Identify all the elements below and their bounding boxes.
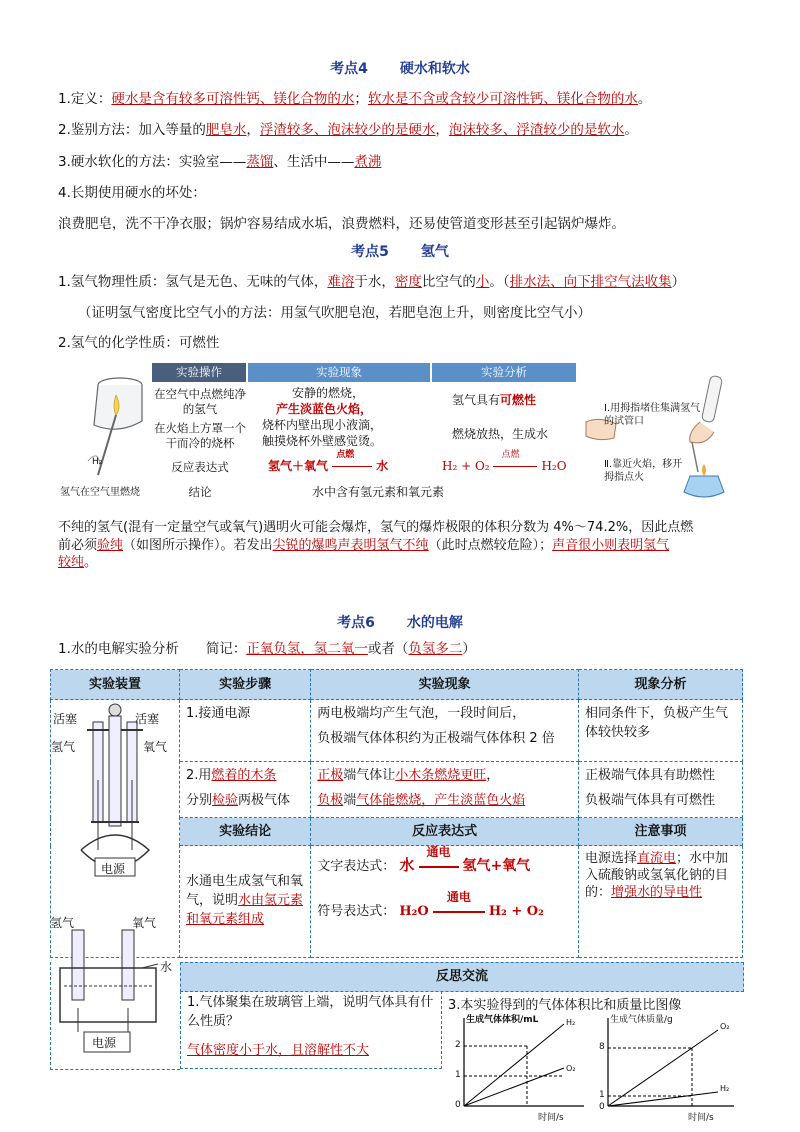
phenomenon1: 两电极端均产生气泡，一段时间后， 负极端气体体积约为正极端气体体积 2 倍 bbox=[311, 700, 579, 762]
analysis1: 相同条件下，负极产生气体较快较多 bbox=[579, 700, 743, 762]
th-conclusion: 实验结论 bbox=[180, 818, 311, 846]
s4-harm-title: 4.长期使用硬水的坏处： bbox=[58, 185, 206, 201]
s5-impure-p3: 较纯。 bbox=[58, 555, 98, 570]
volume-tick-2: 2 bbox=[455, 1040, 461, 1050]
s5-proof: （证明氢气密度比空气小的方法：用氢气吹肥皂泡，若肥皂泡上升，则密度比空气小） bbox=[78, 305, 591, 321]
purity-test-illustration bbox=[580, 372, 740, 512]
volume-series-o2: O₂ bbox=[566, 1064, 576, 1073]
volume-xlabel: 时间/s bbox=[538, 1113, 564, 1123]
exp-header-op: 实验操作 bbox=[152, 363, 246, 382]
s5-impure-p1: 不纯的氢气(混有一定量空气或氧气)遇明火可能会爆炸，氢气的爆炸极限的体积分数为 4%～74.2%，因此点燃 bbox=[58, 520, 694, 535]
hydrogen-experiment-table bbox=[152, 363, 576, 507]
notes-cell: 电源选择直流电；水中加入硫酸钠或氢氧化钠的目的：增强水的导电性 bbox=[579, 846, 743, 958]
s4-identify: 2.鉴别方法：加入等量的肥皂水，浮渣较多、泡沫较少的是硬水，泡沫较多、浮渣较少的是软水。 bbox=[58, 122, 638, 138]
mass-tick-1: 1 bbox=[599, 1090, 605, 1100]
section5-title: 考点5 氢气 bbox=[351, 244, 449, 260]
stopcock-left-label: 活塞 bbox=[53, 712, 78, 726]
s5-physical: 1.氢气物理性质：氢气是无色、无味的气体，难溶于水，密度比空气的小。（排水法、向下排空气法收集） bbox=[58, 274, 686, 290]
exp-op3: 反应表达式 bbox=[171, 460, 229, 474]
exp-word-equation: 氢气＋氧气 点燃 水 bbox=[268, 450, 389, 473]
electrolysis-apparatus-2 bbox=[52, 908, 178, 1068]
exp-conclusion: 水中含有氢元素和氧元素 bbox=[312, 485, 445, 499]
th-equation: 反应表达式 bbox=[311, 818, 579, 846]
exp-header-analysis: 实验分析 bbox=[432, 363, 576, 382]
th-steps: 实验步骤 bbox=[180, 670, 311, 700]
th-analysis: 现象分析 bbox=[579, 670, 743, 700]
exp-op2: 在火焰上方罩一个干而冷的烧杯 bbox=[154, 421, 246, 450]
symbol-equation: 符号表达式： H₂O 通电 H₂ + O₂ bbox=[317, 890, 544, 919]
s4-soften: 3.硬水软化的方法：实验室——蒸馏、生活中——煮沸 bbox=[58, 154, 382, 170]
th-apparatus: 实验装置 bbox=[51, 670, 180, 700]
section6-title: 考点6 水的电解 bbox=[337, 615, 463, 631]
exp-analysis1: 氢气具有可燃性 bbox=[452, 393, 537, 407]
s4-definition: 1.定义：硬水是含有较多可溶性钙、镁化合物的水；软水是不含或含较少可溶性钙、镁化合物的水。 bbox=[58, 91, 652, 107]
equation-cell bbox=[311, 846, 579, 958]
purity-step2: Ⅱ.靠近火焰，移开拇指点火 bbox=[604, 459, 683, 483]
hydrogen-burning-illustration bbox=[58, 365, 152, 505]
volume-tick-1: 1 bbox=[455, 1070, 461, 1080]
volume-tick-0: 0 bbox=[455, 1100, 461, 1110]
exp-op1: 在空气中点燃纯净的氢气 bbox=[154, 387, 246, 416]
water-label: 水 bbox=[160, 960, 173, 974]
section4-title: 考点4 硬水和软水 bbox=[330, 61, 470, 77]
volume-series-h2: H₂ bbox=[566, 1018, 576, 1027]
oxygen-tube-label: 氧气 bbox=[143, 740, 168, 754]
mass-series-o2: O₂ bbox=[720, 1022, 730, 1031]
power-label: 电源 bbox=[101, 862, 126, 876]
table-left-border bbox=[50, 962, 51, 1070]
exp-phenomenon: 安静的燃烧， 产生淡蓝色火焰， 烧杯内壁出现小液滴， 触摸烧杯外壁感觉烫。 bbox=[262, 386, 383, 448]
s4-harm-text: 浪费肥皂，洗不干净衣服；锅炉容易结成水垢，浪费燃料，还易使管道变形甚至引起锅炉爆炸。 bbox=[58, 216, 625, 232]
h2-label: H₂ bbox=[92, 457, 103, 467]
exp-symbol-equation: H₂ + O₂ 点燃 H₂O bbox=[442, 450, 567, 473]
s5-impure-p2: 前必须验纯（如图所示操作）。若发出尖锐的爆鸣声表明氢气不纯（此时点燃较危险）；声音很小则表明氢气 bbox=[58, 538, 670, 553]
th-reflection: 反思交流 bbox=[180, 962, 744, 992]
volume-graph bbox=[444, 1010, 594, 1128]
conclusion-cell: 水通电生成氢气和氧气，说明水由氢元素和氧元素组成 bbox=[180, 846, 311, 958]
analysis2: 正极端气体具有助燃性 负极端气体具有可燃性 bbox=[579, 762, 743, 818]
step1: 1.接通电源 bbox=[180, 700, 311, 762]
hydrogen-tube-label-2: 氢气 bbox=[50, 916, 75, 930]
power-label-2: 电源 bbox=[92, 1036, 117, 1050]
s6-intro: 1.水的电解实验分析 简记：正氧负氢，氢二氧一或者（负氢多二） bbox=[58, 641, 476, 657]
electrolysis-apparatus-1 bbox=[51, 700, 179, 885]
s5-chemical: 2.氢气的化学性质：可燃性 bbox=[58, 335, 220, 351]
mass-tick-0: 0 bbox=[599, 1102, 605, 1112]
purity-step1: Ⅰ.用拇指堵住集满氢气的试管口 bbox=[604, 403, 701, 427]
th-notes: 注意事项 bbox=[579, 818, 743, 846]
th-phenomenon: 实验现象 bbox=[311, 670, 579, 700]
table-bottom-border bbox=[50, 1069, 180, 1070]
mass-graph bbox=[594, 1010, 744, 1128]
burning-caption: 氢气在空气里燃烧 bbox=[60, 487, 140, 498]
exp-op4: 结论 bbox=[188, 485, 212, 499]
reflection-q1: 1.气体聚集在玻璃管上端，说明气体具有什么性质？ 气体密度小于水，且溶解性不大 bbox=[180, 991, 442, 1069]
mass-tick-8: 8 bbox=[599, 1042, 605, 1052]
oxygen-tube-label-2: 氧气 bbox=[132, 916, 157, 930]
step2: 2.用燃着的木条 分别检验两极气体 bbox=[180, 762, 311, 818]
word-equation: 文字表达式： 水 通电 氢气+氧气 bbox=[317, 845, 531, 874]
reflection-q3: 3.本实验得到的气体体积比和质量比图像 bbox=[448, 998, 682, 1013]
exp-analysis2: 燃烧放热，生成水 bbox=[452, 427, 549, 441]
phenomenon2: 正极端气体让小木条燃烧更旺， 负极端气体能燃烧，产生淡蓝色火焰 bbox=[311, 762, 579, 818]
mass-ylabel: 生成气体质量/g bbox=[610, 1015, 673, 1025]
stopcock-right-label: 活塞 bbox=[135, 712, 160, 726]
hydrogen-tube-label: 氢气 bbox=[51, 740, 76, 754]
mass-xlabel: 时间/s bbox=[688, 1113, 714, 1123]
mass-series-h2: H₂ bbox=[720, 1084, 730, 1093]
volume-ylabel: 生成气体体积/mL bbox=[466, 1015, 539, 1025]
exp-header-phenomenon: 实验现象 bbox=[248, 363, 430, 382]
